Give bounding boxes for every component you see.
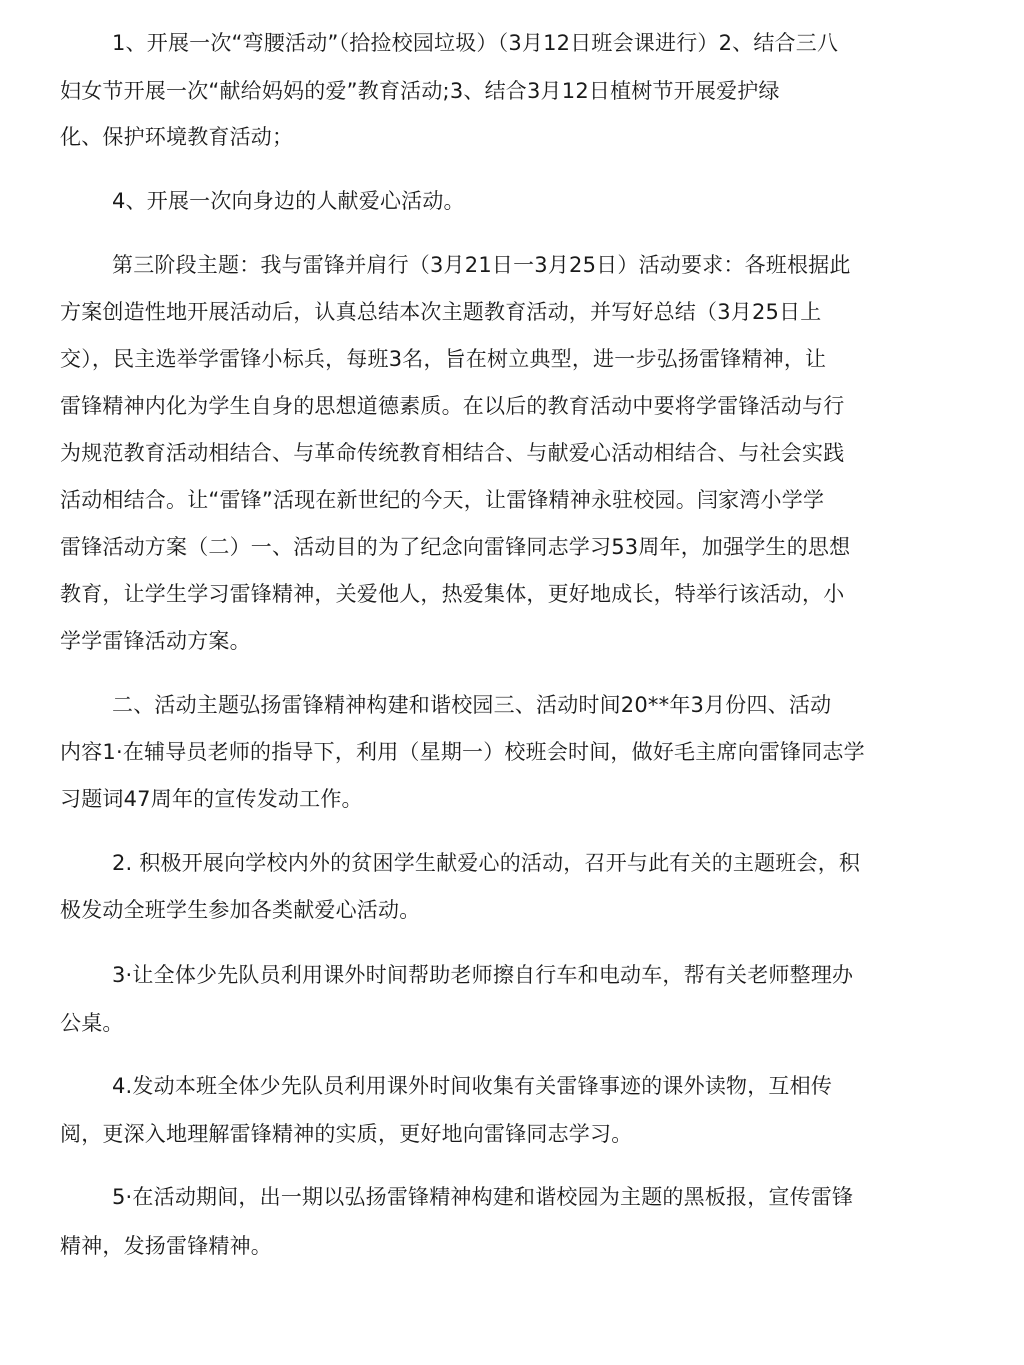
paragraph-line: 3·让全体少先队员利用课外时间帮助老师擦自行车和电动车，帮有关老师整理办 [112, 963, 854, 987]
paragraph-line: 精神，发扬雷锋精神。 [60, 1234, 272, 1258]
paragraph-line: 为规范教育活动相结合、与革命传统教育相结合、与献爱心活动相结合、与社会实践 [60, 441, 845, 465]
paragraph-line: 5·在活动期间，出一期以弘扬雷锋精神构建和谐校园为主题的黑板报，宣传雷锋 [112, 1185, 854, 1209]
paragraph-line: 4.发动本班全体少先队员利用课外时间收集有关雷锋事迹的课外读物，互相传 [112, 1074, 833, 1098]
paragraph-line: 第三阶段主题：我与雷锋并肩行（3月21日一3月25日）活动要求：各班根据此 [112, 253, 851, 277]
paragraph-line: 化、保护环境教育活动； [60, 125, 294, 149]
paragraph-line: 4、开展一次向身边的人献爱心活动。 [112, 189, 465, 213]
paragraph-line: 极发动全班学生参加各类献爱心活动。 [60, 898, 421, 922]
paragraph-line: 公桌。 [60, 1011, 124, 1035]
paragraph-line: 阅，更深入地理解雷锋精神的实质，更好地向雷锋同志学习。 [60, 1122, 633, 1146]
paragraph-line: 二、活动主题弘扬雷锋精神构建和谐校园三、活动时间20**年3月份四、活动 [112, 693, 832, 717]
paragraph-line: 内容1·在辅导员老师的指导下，利用（星期一）校班会时间，做好毛主席向雷锋同志学 [60, 740, 865, 764]
paragraph-line: 雷锋精神内化为学生自身的思想道德素质。在以后的教育活动中要将学雷锋活动与行 [60, 394, 845, 418]
paragraph-line: 习题词47周年的宣传发动工作。 [60, 787, 363, 811]
paragraph-line: 学学雷锋活动方案。 [60, 629, 251, 653]
paragraph-line: 教育，让学生学习雷锋精神，关爱他人，热爱集体，更好地成长，特举行该活动，小 [60, 582, 845, 606]
paragraph-line: 方案创造性地开展活动后，认真总结本次主题教育活动，并写好总结（3月25日上 [60, 300, 822, 324]
paragraph-line: 2. 积极开展向学校内外的贫困学生献爱心的活动，召开与此有关的主题班会，积 [112, 851, 861, 875]
paragraph-line: 雷锋活动方案（二）一、活动目的为了纪念向雷锋同志学习53周年，加强学生的思想 [60, 535, 851, 559]
paragraph-line: 1、开展一次“弯腰活动”（拾捡校园垃圾）（3月12日班会课进行）2、结合三八 [112, 31, 839, 55]
paragraph-line: 妇女节开展一次“献给妈妈的爱”教育活动;3、结合3月12日植树节开展爱护绿 [60, 79, 780, 103]
paragraph-line: 活动相结合。让“雷锋”活现在新世纪的今天，让雷锋精神永驻校园。闫家湾小学学 [60, 488, 825, 512]
paragraph-line: 交），民主选举学雷锋小标兵，每班3名，旨在树立典型，进一步弘扬雷锋精神，让 [60, 347, 827, 371]
